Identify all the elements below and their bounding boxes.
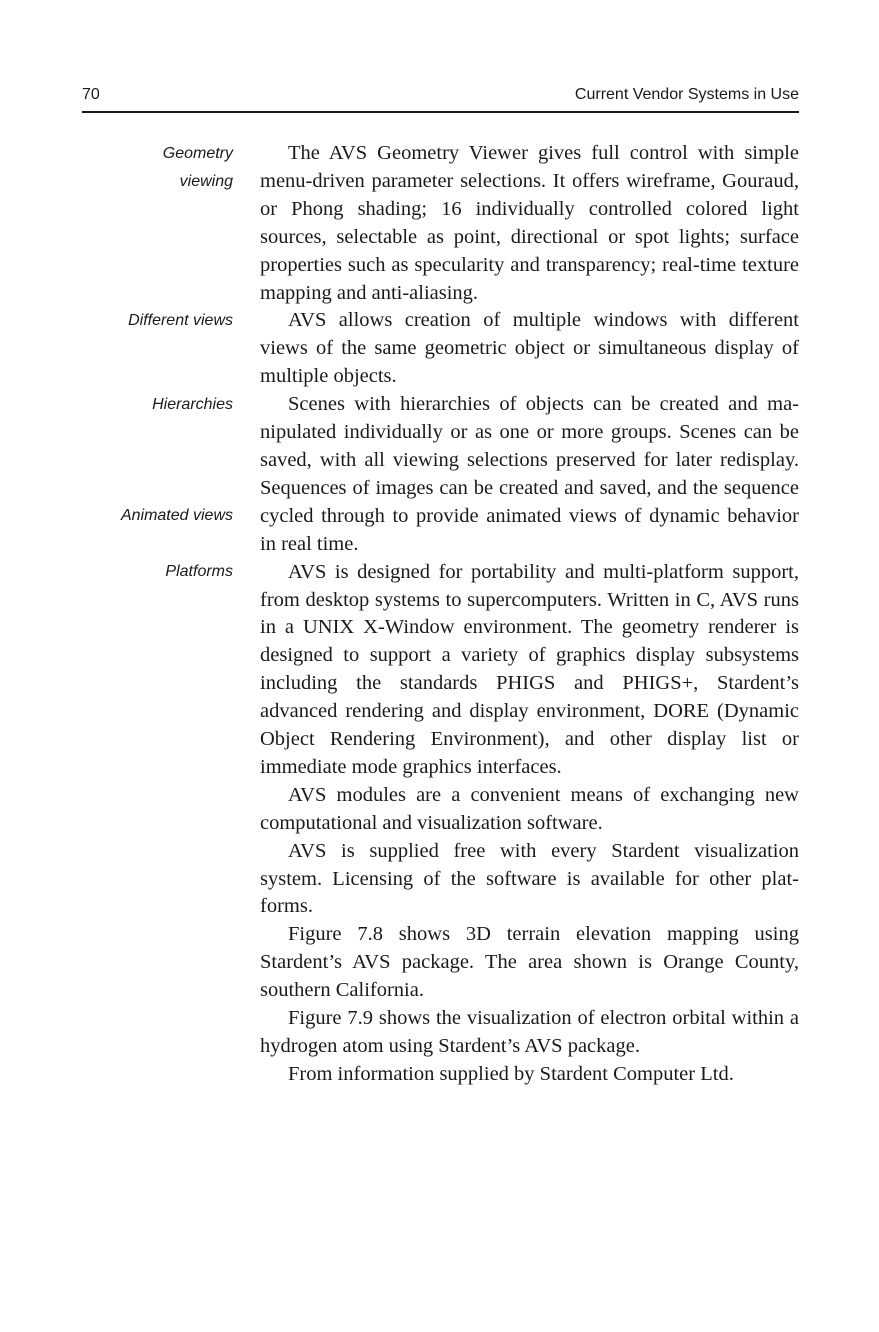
page-number: 70 [82, 86, 100, 103]
paragraph-modules: AVS modules are a convenient means of exchanging new computational and visualization software. [260, 783, 799, 834]
page-header [82, 84, 799, 110]
side-heading-different-views: Different views [128, 312, 233, 329]
side-heading-hierarchies: Hierarchies [152, 396, 233, 413]
running-head: Current Vendor Systems in Use [574, 86, 799, 103]
paragraph-hierarchies: Scenes with hierarchies of objects can be created and manipulated individually or as one or more groups. Scenes can be saved, with all viewing selections preserved for later redisplay. Sequences of images can be created and saved, and the sequence cycled through to provide animated views of dynamic behavior in real time. [260, 393, 799, 555]
header-rule [82, 111, 799, 113]
paragraph-figure-7-9: Figure 7.9 shows the visualization of electron orbital within a hydrogen atom using Stardent’s AVS package. [260, 1007, 799, 1057]
side-heading-platforms: Platforms [165, 563, 233, 580]
paragraph-multiple-windows: AVS allows creation of multiple windows with different views of the same geometric object or simultaneous display of multiple objects. [260, 309, 799, 388]
side-heading-animated-views: Animated views [120, 507, 233, 524]
body-text [260, 140, 799, 1089]
paragraph-licensing: AVS is supplied free with every Stardent visualization system. Licensing of the software is available for other platforms. [260, 839, 799, 918]
paragraph-figure-7-8: Figure 7.8 shows 3D terrain elevation mapping using Stardent’s AVS package. The area shown is Orange County, southern California. [260, 923, 799, 1002]
paragraph-source: From information supplied by Stardent Computer Ltd. [288, 1062, 734, 1085]
side-heading-geometry-viewing: Geometry viewing [162, 145, 233, 190]
paragraph-platforms: AVS is designed for portability and multi-platform support, from desktop systems to supercomputers. Written in C, AVS runs in a UNIX X-Window environment. The geometry renderer is designed to support a variety of graphics display subsystems including the standards PHIGS and PHIGS+, Stardent’s advanced rendering and display environment, DORE (Dynamic Object Rendering Environment), and other display list or immediate mode graphics interfaces. [260, 560, 799, 778]
paragraph-geometry-viewer: The AVS Geometry Viewer gives full control with simple menu-driven parameter selections. It offers wireframe, Gouraud, or Phong shading; 16 individually controlled colored light sources, selectable as point, directional or spot lights; surface properties such as specularity and transparency; real-time texture mapping and anti-aliasing. [260, 142, 799, 304]
